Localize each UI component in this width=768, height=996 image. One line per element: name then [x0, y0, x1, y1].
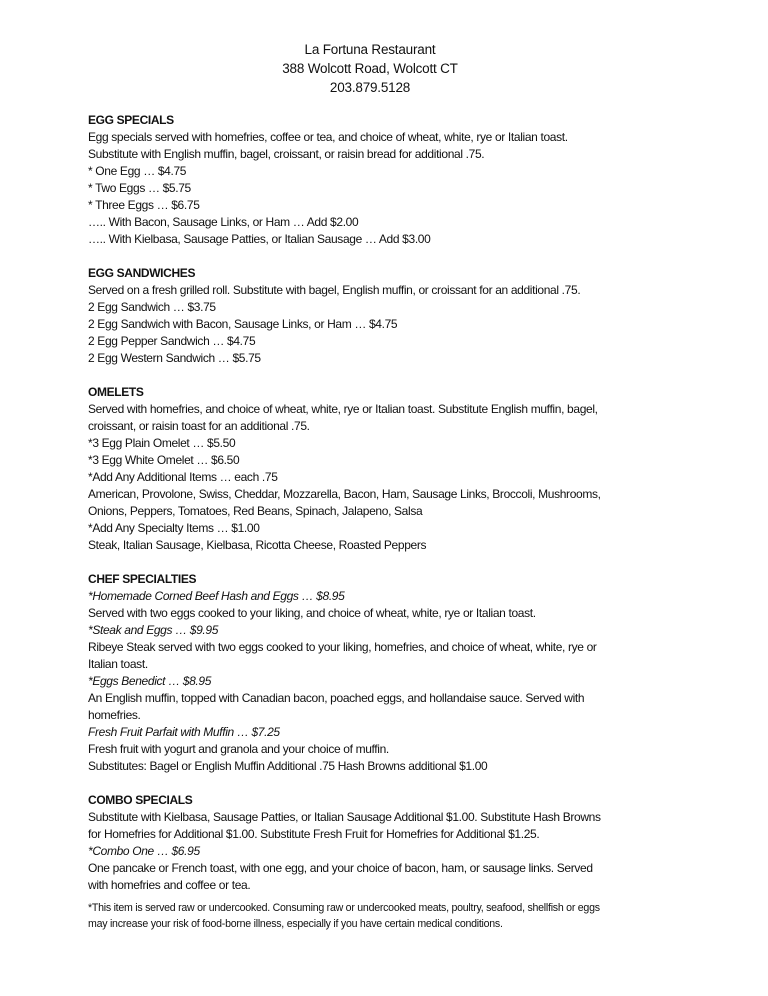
menu-line: Onions, Peppers, Tomatoes, Red Beans, Spinach, Jalapeno, Salsa — [88, 504, 423, 518]
menu-line: ….. With Kielbasa, Sausage Patties, or Italian Sausage … Add $3.00 — [88, 232, 431, 246]
menu-line: Substitutes: Bagel or English Muffin Additional .75 Hash Browns additional $1.00 — [88, 759, 488, 773]
menu-line: Served with homefries, and choice of wheat, white, rye or Italian toast. Substitute English muffin, bagel, — [88, 402, 598, 416]
restaurant-address: 388 Wolcott Road, Wolcott CT — [282, 61, 458, 76]
menu-section — [88, 571, 708, 775]
menu-line: Substitute with Kielbasa, Sausage Patties, or Italian Sausage Additional $1.00. Substitute Hash Browns — [88, 810, 601, 824]
menu-line: 2 Egg Western Sandwich … $5.75 — [88, 351, 261, 365]
menu-content — [88, 112, 708, 932]
menu-line: American, Provolone, Swiss, Cheddar, Mozzarella, Bacon, Ham, Sausage Links, Broccoli, Mushrooms, — [88, 487, 601, 501]
menu-section — [88, 265, 708, 367]
menu-section — [88, 112, 708, 248]
restaurant-phone: 203.879.5128 — [329, 80, 411, 95]
menu-line: * Two Eggs … $5.75 — [88, 181, 191, 195]
menu-line: Fresh fruit with yogurt and granola and your choice of muffin. — [88, 742, 389, 756]
section-title: EGG SANDWICHES — [88, 266, 196, 280]
section-title: OMELETS — [88, 385, 144, 399]
menu-item-title: *Steak and Eggs … $9.95 — [88, 623, 219, 637]
section-title: EGG SPECIALS — [88, 113, 174, 127]
menu-line: Substitute with English muffin, bagel, croissant, or raisin bread for additional .75. — [88, 147, 485, 161]
menu-line: with homefries and coffee or tea. — [88, 878, 251, 892]
disclaimer-line: may increase your risk of food-borne illness, especially if you have certain medical conditions. — [88, 918, 503, 930]
menu-line: *Add Any Additional Items … each .75 — [88, 470, 278, 484]
menu-section — [88, 792, 708, 894]
menu-line: Egg specials served with homefries, coffee or tea, and choice of wheat, white, rye or Italian toast. — [88, 130, 568, 144]
menu-item-title: *Combo One … $6.95 — [88, 844, 200, 858]
menu-line: 2 Egg Sandwich … $3.75 — [88, 300, 216, 314]
menu-line: *3 Egg Plain Omelet … $5.50 — [88, 436, 236, 450]
menu-line: An English muffin, topped with Canadian bacon, poached eggs, and hollandaise sauce. Served with — [88, 691, 585, 705]
menu-line: homefries. — [88, 708, 141, 722]
menu-line: Ribeye Steak served with two eggs cooked to your liking, homefries, and choice of wheat, white, rye or — [88, 640, 597, 654]
menu-line: for Homefries for Additional $1.00. Substitute Fresh Fruit for Homefries for Additional $1.25. — [88, 827, 540, 841]
menu-item-title: Fresh Fruit Parfait with Muffin … $7.25 — [88, 725, 280, 739]
restaurant-name: La Fortuna Restaurant — [304, 42, 436, 57]
section-title: CHEF SPECIALTIES — [88, 572, 197, 586]
menu-body — [88, 112, 708, 894]
watermark — [536, 888, 686, 928]
restaurant-header — [0, 40, 740, 97]
section-title: COMBO SPECIALS — [88, 793, 193, 807]
menu-line: Italian toast. — [88, 657, 148, 671]
menu-item-title: *Eggs Benedict … $8.95 — [88, 674, 212, 688]
menu-line: ….. With Bacon, Sausage Links, or Ham … Add $2.00 — [88, 215, 359, 229]
menu-line: croissant, or raisin toast for an additional .75. — [88, 419, 310, 433]
menu-line: * Three Eggs … $6.75 — [88, 198, 200, 212]
menu-line: One pancake or French toast, with one egg, and your choice of bacon, ham, or sausage links. Served — [88, 861, 593, 875]
menu-line: Served on a fresh grilled roll. Substitute with bagel, English muffin, or croissant for an additional .75. — [88, 283, 581, 297]
menu-line: Served with two eggs cooked to your liking, and choice of wheat, white, rye or Italian toast. — [88, 606, 536, 620]
menu-line: 2 Egg Sandwich with Bacon, Sausage Links, or Ham … $4.75 — [88, 317, 398, 331]
disclaimer-line: *This item is served raw or undercooked. Consuming raw or undercooked meats, poultry, seafood, shellfish or eggs — [88, 902, 600, 914]
menu-line: *Add Any Specialty Items … $1.00 — [88, 521, 260, 535]
menu-section — [88, 384, 708, 554]
menu-line: *3 Egg White Omelet … $6.50 — [88, 453, 240, 467]
menu-item-title: *Homemade Corned Beef Hash and Eggs … $8.95 — [88, 589, 345, 603]
menu-line: Steak, Italian Sausage, Kielbasa, Ricotta Cheese, Roasted Peppers — [88, 538, 427, 552]
menu-line: 2 Egg Pepper Sandwich … $4.75 — [88, 334, 256, 348]
menu-line: * One Egg … $4.75 — [88, 164, 187, 178]
